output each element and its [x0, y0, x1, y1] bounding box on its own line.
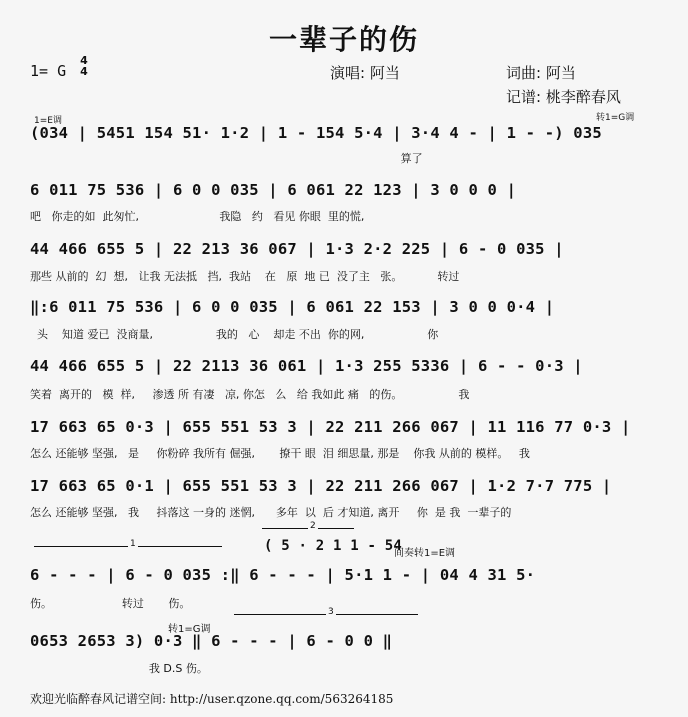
composer-credit: 词曲: 阿当 [506, 64, 576, 82]
notation-row: 44 466 655 5 | 22 2113 36 061 | 1·3 255 5336 | 6 - - 0·3 | [30, 357, 583, 375]
volta-bracket-3 [234, 607, 418, 617]
lyric-row: 笑着 离开的 模 样, 渗透 所 有凄 凉, 你怎 么 给 我如此 痛 的伤。 我 [30, 388, 470, 401]
notation-row: 17 663 65 0·3 | 655 551 53 3 | 22 211 266 067 | 11 116 77 0·3 | [30, 418, 631, 436]
lyric-row: 那些 从前的 幻 想, 让我 无法抵 挡, 我站 在 原 地 已 没了主 张。 转过 [30, 270, 460, 283]
notation-row: 17 663 65 0·1 | 655 551 53 3 | 22 211 266 067 | 1·2 7·7 775 | [30, 477, 612, 495]
notation-row: ‖:6 011 75 536 | 6 0 0 035 | 6 061 22 153 | 3 0 0 0·4 | [30, 298, 555, 316]
time-signature-top: 4 [80, 54, 88, 67]
song-title: 一辈子的伤 [268, 23, 419, 56]
singer-credit: 演唱: 阿当 [330, 64, 400, 82]
lyric-row: 吧 你走的如 此匆忙, 我隐 约 看见 你眼 里的慌, [30, 210, 365, 223]
volta-number: 3 [328, 607, 334, 617]
notation-row: 6 - - - | 6 - 0 035 :‖ 6 - - - | 5·1 1 - | 04 4 31 5· [30, 566, 536, 584]
key-signature: 1= G [30, 62, 67, 80]
footer-link-text: 欢迎光临醉春风记谱空间: http://user.qzone.qq.com/563264185 [30, 692, 394, 706]
lyric-row: 我 D.S 伤。 [30, 662, 208, 675]
volta-number: 2 [310, 521, 316, 531]
time-signature-bottom: 4 [80, 65, 88, 78]
notation-row: 0653 2653 3) 0·3 ‖ 6 - - - | 6 - 0 0 ‖ [30, 632, 393, 650]
key-change-note: 转1=G调 [168, 624, 211, 635]
interlude-notation: ( 5 · 2 1 1 - 54 [264, 538, 403, 554]
volta-bracket-2 [262, 521, 354, 531]
key-change-note: 间奏转1=E调 [394, 548, 456, 559]
time-signature [78, 55, 90, 77]
lyric-row: 伤。 转过 伤。 [30, 597, 191, 610]
key-change-note: 1=E调 [34, 116, 62, 126]
key-change-note: 转1=G调 [596, 113, 635, 123]
lyric-row: 怎么 还能够 坚强, 是 你粉碎 我所有 倔强, 撩干 眼 泪 细思量, 那是 你我 从前的 模样。 我 [30, 447, 530, 460]
notation-row: 44 466 655 5 | 22 213 36 067 | 1·3 2·2 225 | 6 - 0 035 | [30, 240, 564, 258]
volta-number: 1 [130, 539, 136, 549]
lyric-row: 头 知道 爱已 没商量, 我的 心 却走 不出 你的网, 你 [30, 328, 439, 341]
volta-bracket-1 [34, 539, 222, 549]
scribe-credit: 记谱: 桃李醉春风 [506, 88, 621, 106]
lyric-row: 怎么 还能够 坚强, 我 抖落这 一身的 迷惘, 多年 以 后 才知道, 离开 你 是 我 一辈子的 [30, 506, 512, 519]
notation-row: 6 011 75 536 | 6 0 0 035 | 6 061 22 123 | 3 0 0 0 | [30, 181, 517, 199]
notation-row: (034 | 5451 154 51· 1·2 | 1 - 154 5·4 | 3·4 4 - | 1 - -) 035 [30, 124, 602, 142]
lyric-row: 算了 [30, 152, 423, 165]
